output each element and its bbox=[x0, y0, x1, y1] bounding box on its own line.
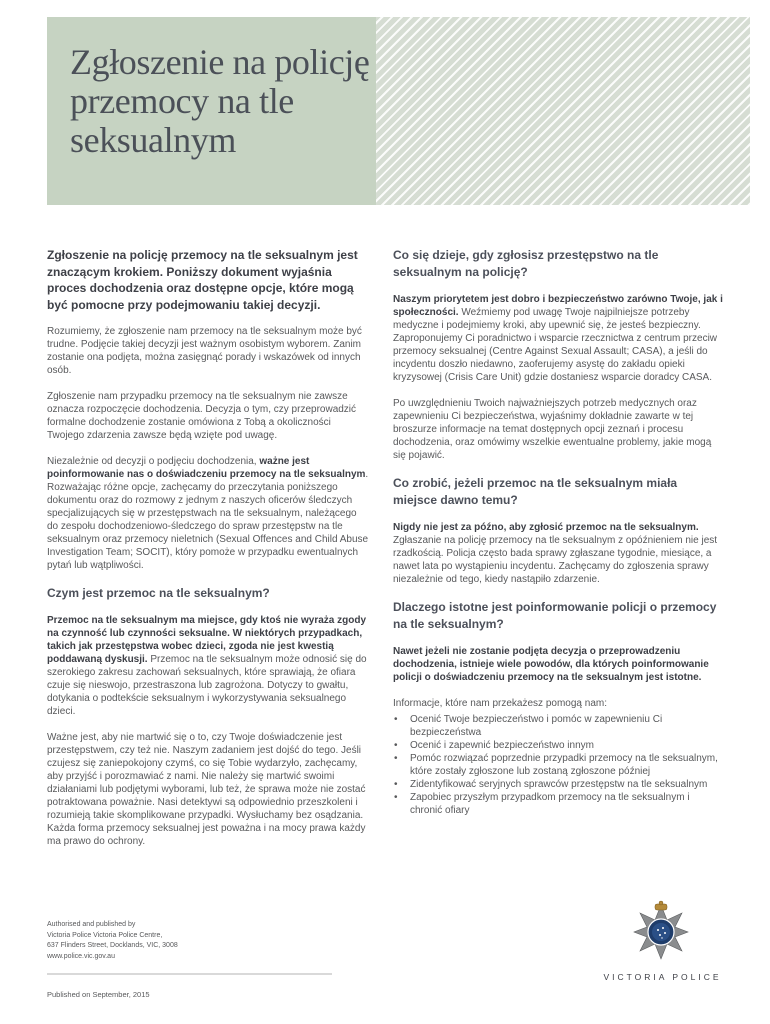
list-item: • Zapobiec przyszłym przypadkom przemocy na tle seksualnym i chronić ofiary bbox=[393, 791, 723, 817]
title-box bbox=[47, 17, 376, 205]
footer-publisher bbox=[47, 920, 347, 962]
priority-text: Weźmiemy pod uwagę Twoje najpilniejsze potrzeby medyczne i podejmiemy kroki, aby upewnić się, że jesteś bezpieczny. Zaproponujemy Ci poradnictwo i wsparcie rzecznictwa z centrum przeciw przemocy seksualnej (Centre Against Sexual Assault; CASA), a jeśli do incydentu doszło niedawno, zaoferujemy asystę do zakładu opieki kryzysowej (Crisis Care Unit) gdzie dostaniesz wsparcie doradcy CASA. bbox=[393, 307, 718, 383]
never-too-late-emphasis: Nigdy nie jest za późno, aby zgłosić przemoc na tle seksualnym. bbox=[393, 522, 699, 533]
paragraph-understanding: Rozumiemy, że zgłoszenie nam przemocy na tle seksualnym może być trudne. Podjęcie takiej decyzji jest ważnym osobistym wyborem. Zanim zostanie ona podjęta, można zasięgnąć porady i wskazówek od innych osób. bbox=[47, 326, 362, 376]
intro-paragraph: Zgłoszenie na policję przemocy na tle seksualnym jest znaczącym krokiem. Poniższy dokument wyjaśnia proces dochodzenia oraz dostępne opcje, które mogą być pomocne przy podejmowaniu takiej decyzji. bbox=[47, 248, 358, 312]
heading-what-is-sexual-violence: Czym jest przemoc na tle seksualnym? bbox=[47, 586, 270, 600]
list-item: • Ocenić i zapewnić bezpieczeństwo innym bbox=[393, 739, 723, 752]
paragraph-dont-worry: Ważne jest, aby nie martwić się o to, czy Twoje doświadczenie jest przestępstwem, czy też nie. Naszym zadaniem jest dojść do tego. Jeśli czujesz się zaniepokojony czymś, co się Tobie wydarzyło, zachęcamy, aby przyjść i porozmawiać z nami. Nie należy się martwić swoimi działaniami lub podjętymi wyborami, lub też, że sprawa może nie zostać potraktowana poważnie. Nasi detektywi są odpowiednio przeszkoleni i rozumieją takie skomplikowane przypadki. Wysłuchamy bez osądzania. Każda forma przemocy seksualnej jest poważna i na mocy prawa każdy ma prawo do ochrony. bbox=[47, 732, 366, 847]
paragraph-never-too-late bbox=[393, 521, 723, 586]
paragraph-not-always-investigation: Zgłoszenie nam przypadku przemocy na tle seksualnym nie zawsze oznacza rozpoczęcie dochodzenia. Decyzja o tym, czy przeprowadzić formalne dochodzenie zostanie omówiona z Tobą a okoliczności Twojego zdarzenia zawsze będą wzięte pod uwagę. bbox=[47, 391, 357, 441]
published-date: Published on September, 2015 bbox=[47, 990, 150, 999]
paragraph-priority bbox=[393, 293, 723, 384]
footer-divider bbox=[47, 973, 332, 975]
benefits-list bbox=[393, 713, 723, 817]
never-too-late-text: Zgłaszanie na policję przemocy na tle seksualnym z opóźnieniem nie jest rzadkością. Policja często bada sprawy zgłaszane tygodnie, miesiące, a nawet lata po wystąpieniu incydentu. Zachęcamy do zgłoszenia sprawy niezależnie od tego, kiedy nastąpiło zdarzenie. bbox=[393, 535, 718, 585]
list-item: • Pomóc rozwiązać poprzednie przypadki przemocy na tle seksualnym, które zostały zgłoszone lub zostaną zgłoszone później bbox=[393, 752, 723, 778]
footer-line-1: Authorised and published by bbox=[47, 921, 136, 928]
definition-text: Przemoc na tle seksualnym może odnosić się do szerokiego zakresu zachowań seksualnych, które sprawiają, że ofiara czuje się nieswojo, przestraszona lub zagrożona. Dotyczy to gwałtu, dotykania o podtekście seksualnym i wykorzystywania seksualnego dzieci. bbox=[47, 654, 367, 717]
paragraph-regardless bbox=[47, 455, 369, 572]
paragraph-even-if bbox=[393, 645, 723, 684]
right-column bbox=[393, 247, 723, 817]
paragraph-definition bbox=[47, 614, 369, 718]
paragraph-after-needs: Po uwzględnieniu Twoich najważniejszych potrzeb medycznych oraz zapewnieniu Ci bezpieczeństwa, wyjaśnimy dokładnie zawarte w tej broszurze informacje na temat dostępnych opcji zeznań i procesu dochodzenia, oraz omówimy wszelkie ewentualne problemy, jakie mogą się pojawić. bbox=[393, 398, 712, 461]
footer-line-2: Victoria Police Victoria Police Centre, bbox=[47, 931, 163, 939]
left-column bbox=[47, 247, 369, 861]
heading-long-ago: Co zrobić, jeżeli przemoc na tle seksualnym miała miejsce dawno temu? bbox=[393, 476, 678, 507]
list-item: • Ocenić Twoje bezpieczeństwo i pomóc w zapewnieniu Ci bezpieczeństwa bbox=[393, 713, 723, 739]
even-if-emphasis: Nawet jeżeli nie zostanie podjęta decyzja o przeprowadzeniu dochodzenia, istnieje wiele powodów, dla których poinformowanie policji o doświadczeniu przemocy na tle seksualnym jest istotne. bbox=[393, 646, 709, 683]
victoria-police-star-crest-icon bbox=[626, 900, 696, 960]
paragraph-info-helps: Informacje, które nam przekażesz pomogą nam: bbox=[393, 698, 607, 709]
regardless-emphasis: ważne jest poinformowanie nas o doświadczeniu przemocy na tle seksualnym bbox=[47, 456, 366, 480]
regardless-text-a: Niezależnie od decyzji o podjęciu dochodzenia, bbox=[47, 456, 260, 467]
footer-address: 637 Flinders Street, Docklands, VIC, 3008 bbox=[47, 942, 178, 949]
page-title: Zgłoszenie na policję przemocy na tle seksualnym bbox=[70, 42, 370, 160]
heading-what-happens: Co się dzieje, gdy zgłosisz przestępstwo na tle seksualnym na policję? bbox=[393, 248, 659, 279]
priority-emphasis: Naszym priorytetem jest dobro i bezpieczeństwo zarówno Twoje, jak i społeczności. bbox=[393, 294, 723, 318]
footer-website: www.police.vic.gov.au bbox=[47, 952, 115, 960]
heading-why-inform: Dlaczego istotne jest poinformowanie policji o przemocy na tle seksualnym? bbox=[393, 600, 717, 631]
victoria-police-wordmark: VICTORIA POLICE bbox=[603, 972, 722, 982]
regardless-text-c: . Rozważając różne opcje, zachęcamy do przeczytania poniższego dokumentu oraz do rozmowy z jednym z naszych oficerów śledczych specjalizujących się w przestępstwach na tle seksualnym, należącego do zespołu dochodzeniowo-śledczego do spraw przestępstw na tle seksualnym oraz przemocy nieletnich (Sexual Offences and Child Abuse Investigation Team; SOCIT), który pomoże w przypadku ewentualnych pytań lub wątpliwości. bbox=[47, 469, 369, 571]
list-item: • Zidentyfikować seryjnych sprawców przestępstw na tle seksualnym bbox=[393, 778, 723, 791]
definition-emphasis: Przemoc na tle seksualnym ma miejsce, gdy ktoś nie wyraża zgody na czynność lub czynności seksualne. W niektórych przypadkach, takich jak przestępstwa wobec dzieci, zgoda nie jest kwestią poddawaną dyskusji. bbox=[47, 615, 367, 665]
